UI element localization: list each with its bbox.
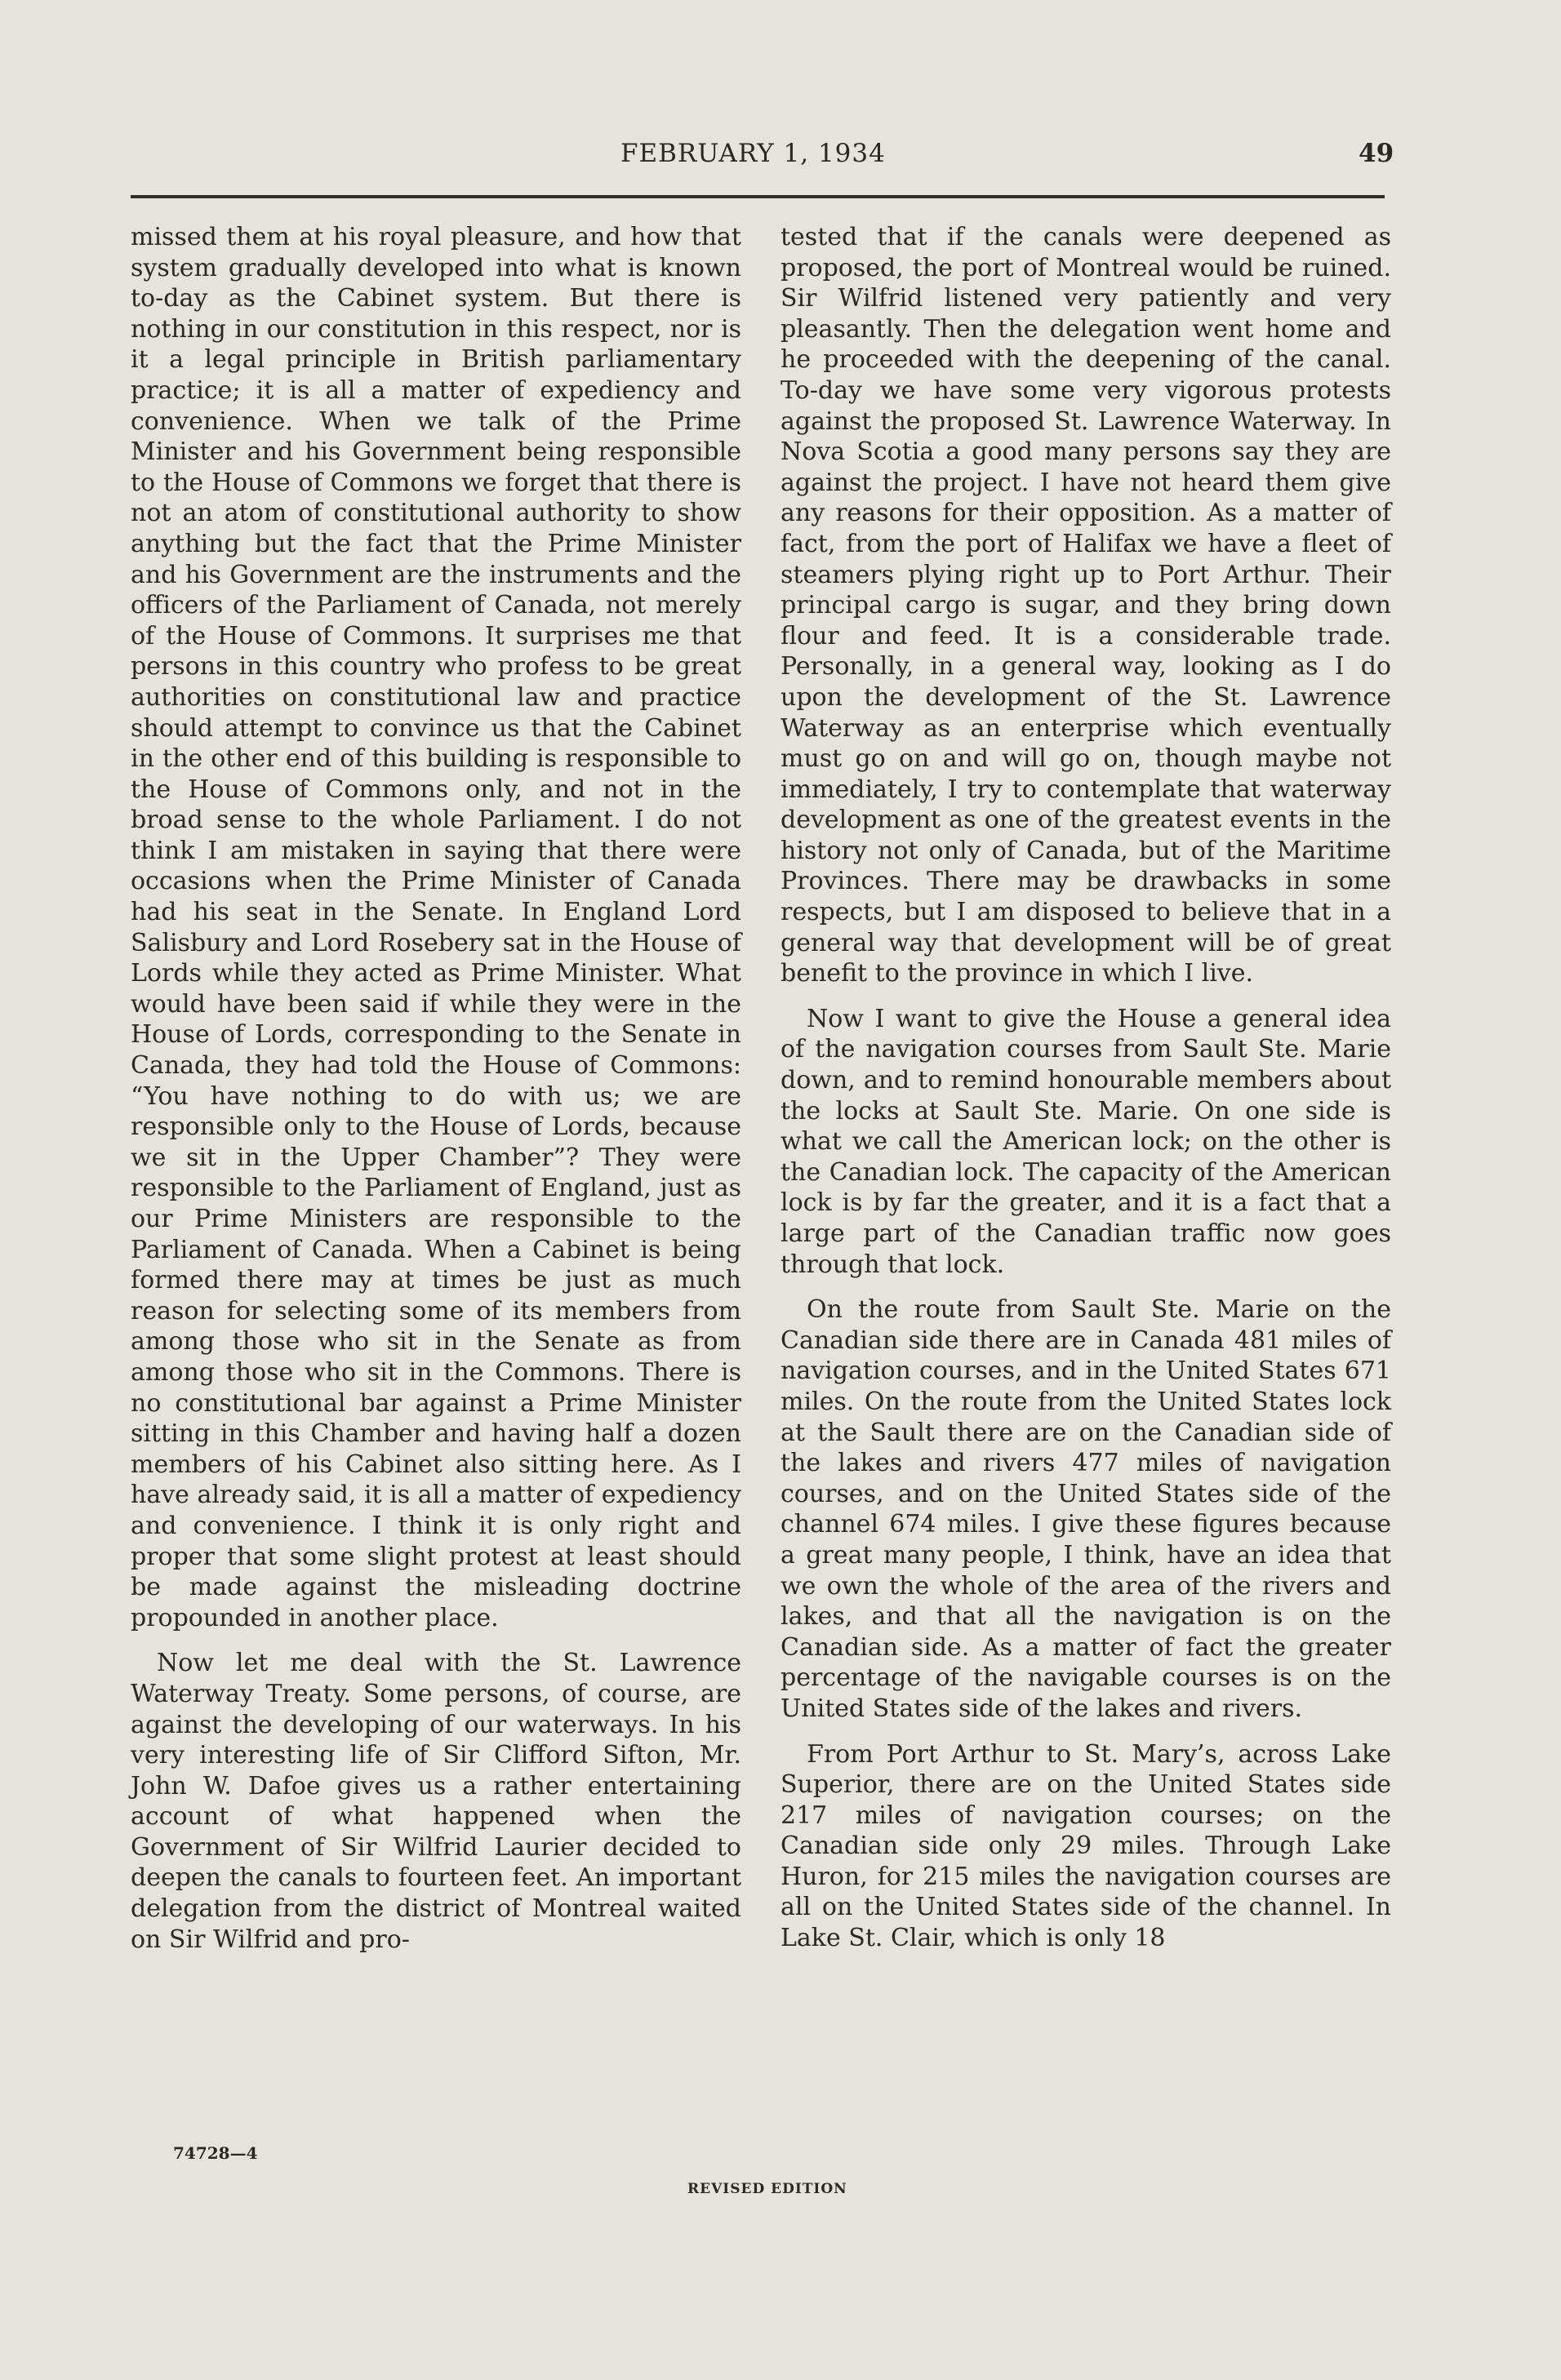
page-header — [0, 139, 1561, 188]
paragraph: On the route from Sault Ste. Marie on the Canadian side there are in Canada 481 miles of navigation courses, and in the United States 671 miles. On the route from the United States lock at the Sault there are on the Canadian side of the lakes and rivers 477 miles of navigation courses, and on the United States side of the channel 674 miles. I give these figures because a great many people, I think, have an idea that we own the whole of the area of the rivers and lakes, and that all the navigation is on the Canadian side. As a matter of fact the greater percentage of the navigable courses is on the United States side of the lakes and rivers. — [780, 1295, 1391, 1723]
paragraph: From Port Arthur to St. Mary’s, across Lake Superior, there are on the United States side 217 miles of navigation courses; on the Canadian side only 29 miles. Through Lake Huron, for 215 miles the navigation courses are all on the United States side of the channel. In Lake St. Clair, which is only 18 — [780, 1739, 1391, 1953]
edition-label: REVISED EDITION — [687, 2181, 847, 2197]
header-date: FEBRUARY 1, 1934 — [620, 139, 886, 168]
paragraph: Now I want to give the House a general idea of the navigation courses from Sault Ste. Marie down, and to remind honourable members about the locks at Sault Ste. Marie. On one side is what we call the American lock; on the other is the Canadian lock. The capacity of the American lock is by far the greater, and it is a fact that a large part of the Canadian traffic now goes through that lock. — [780, 1004, 1391, 1279]
paragraph: missed them at his royal pleasure, and how that system gradually developed into what is known to-day as the Cabinet system. But there is nothing in our constitution in this respect, nor is it a legal principle in British parliamentary practice; it is all a matter of expediency and convenience. When we talk of the Prime Minister and his Government being responsible to the House of Commons we forget that there is not an atom of constitutional authority to show anything but the fact that the Prime Minister and his Government are the instruments and the officers of the Parliament of Canada, not merely of the House of Commons. It surprises me that persons in this country who profess to be great authorities on constitutional law and practice should attempt to convince us that the Cabinet in the other end of this building is responsible to the House of Commons only, and not in the broad sense to the whole Parliament. I do not think I am mistaken in saying that there were occasions when the Prime Minister of Canada had his seat in the Senate. In England Lord Salisbury and Lord Rosebery sat in the House of Lords while they acted as Prime Minister. What would have been said if while they were in the House of Lords, corresponding to the Senate in Canada, they had told the House of Commons: “You have nothing to do with us; we are responsible only to the House of Lords, because we sit in the Upper Chamber”? They were responsible to the Parliament of England, just as our Prime Ministers are responsible to the Parliament of Canada. When a Cabinet is being formed there may at times be just as much reason for selecting some of its members from among those who sit in the Senate as from among those who sit in the Commons. There is no constitutional bar against a Prime Minister sitting in this Chamber and having half a dozen members of his Cabinet also sitting here. As I have already said, it is all a matter of expediency and convenience. I think it is only right and proper that some slight protest at least should be made against the misleading doctrine propounded in another place. — [131, 223, 741, 1632]
header-rule — [131, 195, 1385, 198]
page-number: 49 — [1359, 139, 1394, 168]
right-column — [780, 222, 1391, 1954]
paragraph: tested that if the canals were deepened as proposed, the port of Montreal would be ruined. Sir Wilfrid listened very patiently and very pleasantly. Then the delegation went home and he proceeded with the deepening of the canal. To-day we have some very vigorous protests against the proposed St. Lawrence Waterway. In Nova Scotia a good many persons say they are against the project. I have not heard them give any reasons for their opposition. As a matter of fact, from the port of Halifax we have a fleet of steamers plying right up to Port Arthur. Their principal cargo is sugar, and they bring down flour and feed. It is a considerable trade. Personally, in a general way, looking as I do upon the development of the St. Lawrence Waterway as an enterprise which eventually must go on and will go on, though maybe not immediately, I try to contemplate that waterway development as one of the greatest events in the history not only of Canada, but of the Maritime Provinces. There may be drawbacks in some respects, but I am disposed to believe that in a general way that development will be of great benefit to the province in which I live. — [780, 223, 1391, 988]
left-column — [131, 222, 741, 1955]
print-code: 74728—4 — [173, 2143, 258, 2163]
paragraph: Now let me deal with the St. Lawrence Waterway Treaty. Some persons, of course, are against the developing of our waterways. In his very interesting life of Sir Clifford Sifton, Mr. John W. Dafoe gives us a rather entertaining account of what happened when the Government of Sir Wilfrid Laurier decided to deepen the canals to fourteen feet. An important delegation from the district of Montreal waited on Sir Wilfrid and pro- — [131, 1649, 741, 1954]
